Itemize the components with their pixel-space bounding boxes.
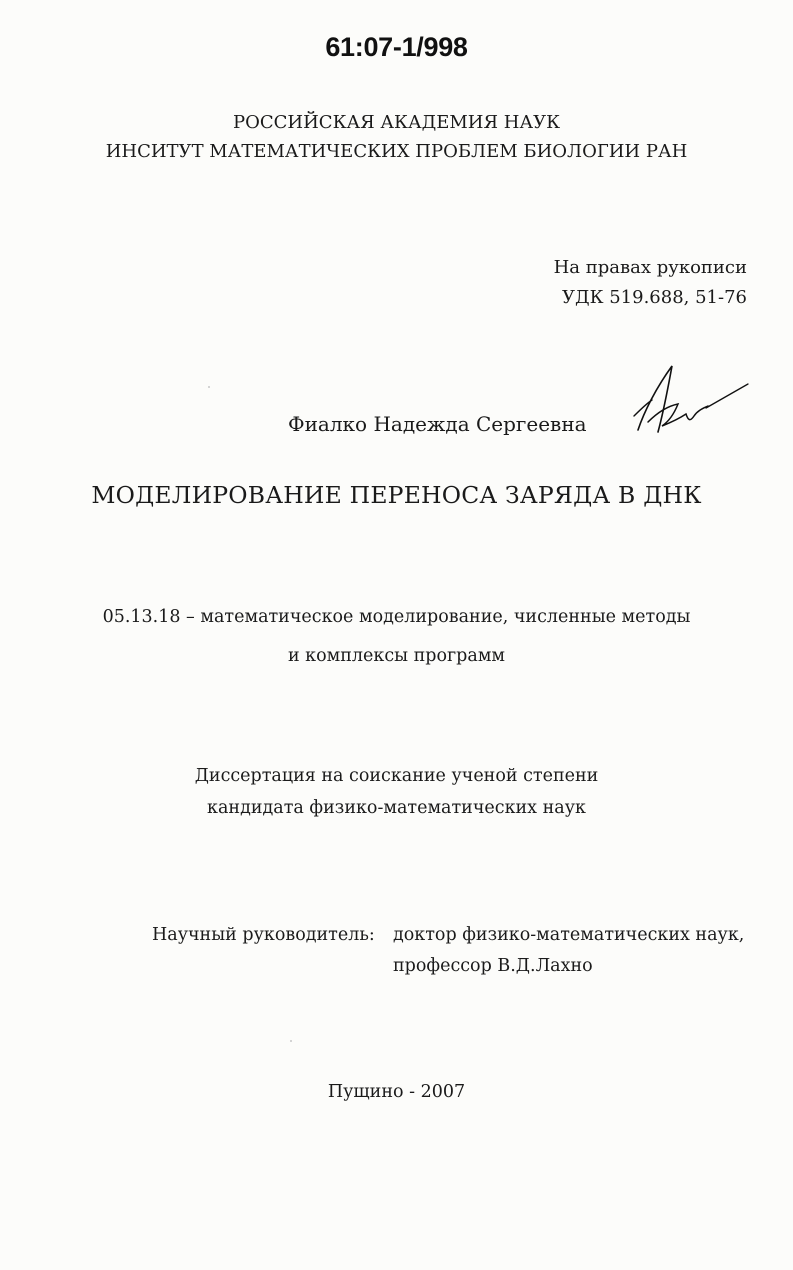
supervisor-degree: доктор физико-математических наук, xyxy=(393,925,745,945)
scan-speck xyxy=(208,386,210,388)
organization-name: РОССИЙСКАЯ АКАДЕМИЯ НАУК xyxy=(232,112,561,133)
archive-stamp: 61:07-1/998 xyxy=(325,32,468,62)
scan-speck xyxy=(290,1040,292,1042)
specialty-line-2: и комплексы программ xyxy=(287,646,506,666)
city-year: Пущино - 2007 xyxy=(327,1082,466,1102)
degree-line-2: кандидата физико-математических наук xyxy=(207,798,586,818)
institute-name: ИНСИТУТ МАТЕМАТИЧЕСКИХ ПРОБЛЕМ БИОЛОГИИ РАН xyxy=(105,141,688,162)
signature-icon xyxy=(628,360,753,440)
author-name: Фиалко Надежда Сергеевна xyxy=(288,412,587,436)
dissertation-title: МОДЕЛИРОВАНИЕ ПЕРЕНОСА ЗАРЯДА В ДНК xyxy=(91,481,702,509)
specialty-line-1: 05.13.18 – математическое моделирование, численные методы xyxy=(102,607,691,627)
degree-line-1: Диссертация на соискание ученой степени xyxy=(194,766,599,786)
manuscript-rights: На правах рукописи xyxy=(553,257,747,278)
supervisor-label: Научный руководитель: xyxy=(152,925,375,945)
supervisor-name: профессор В.Д.Лахно xyxy=(393,956,593,976)
udc-code: УДК 519.688, 51-76 xyxy=(561,287,747,308)
